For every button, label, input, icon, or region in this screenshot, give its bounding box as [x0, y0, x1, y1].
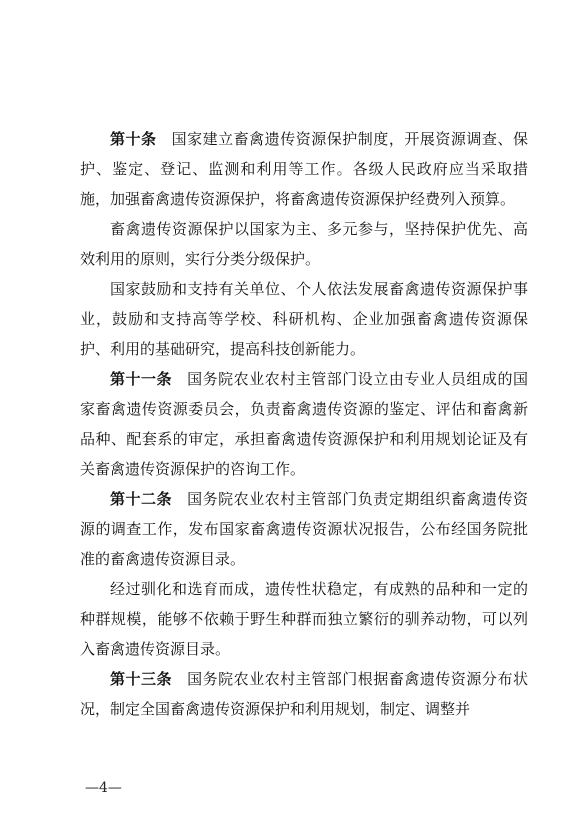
paragraph-text: 国务院农业农村主管部门负责定期组织畜禽遗传资源的调查工作，发布国家畜禽遗传资源状况报告，公布经国务院批准的畜禽遗传资源目录。: [80, 490, 528, 568]
paragraph-article-12: [80, 484, 528, 574]
paragraph-text: 国家建立畜禽遗传资源保护制度，开展资源调查、保护、鉴定、登记、监测和利用等工作。各级人民政府应当采取措施，加强畜禽遗传资源保护，将畜禽遗传资源保护经费列入预算。: [80, 130, 528, 208]
paragraph-article-10-part-3: [80, 274, 528, 364]
paragraph-article-11: [80, 364, 528, 484]
article-number: 第十三条: [110, 670, 173, 688]
article-number: 第十条: [110, 130, 157, 148]
paragraph-article-13: [80, 664, 528, 724]
page-number: —4—: [85, 780, 122, 796]
paragraph-article-12-part-2: [80, 574, 528, 664]
paragraph-text: 畜禽遗传资源保护以国家为主、多元参与，坚持保护优先、高效利用的原则，实行分类分级保护。: [80, 220, 528, 268]
paragraph-text: 国家鼓励和支持有关单位、个人依法发展畜禽遗传资源保护事业，鼓励和支持高等学校、科研机构、企业加强畜禽遗传资源保护、利用的基础研究，提高科技创新能力。: [80, 280, 528, 358]
article-number: 第十二条: [110, 490, 173, 508]
paragraph-text: 国务院农业农村主管部门设立由专业人员组成的国家畜禽遗传资源委员会，负责畜禽遗传资源的鉴定、评估和畜禽新品种、配套系的审定，承担畜禽遗传资源保护和利用规划论证及有关畜禽遗传资源保护的咨询工作。: [80, 370, 528, 478]
paragraph-text: 国务院农业农村主管部门根据畜禽遗传资源分布状况，制定全国畜禽遗传资源保护和利用规划，制定、调整并: [80, 670, 528, 718]
paragraph-text: 经过驯化和选育而成，遗传性状稳定，有成熟的品种和一定的种群规模，能够不依赖于野生种群而独立繁衍的驯养动物，可以列入畜禽遗传资源目录。: [80, 580, 528, 658]
paragraph-article-10: [80, 124, 528, 214]
article-number: 第十一条: [110, 370, 173, 388]
document-body: [80, 124, 528, 724]
paragraph-article-10-part-2: [80, 214, 528, 274]
